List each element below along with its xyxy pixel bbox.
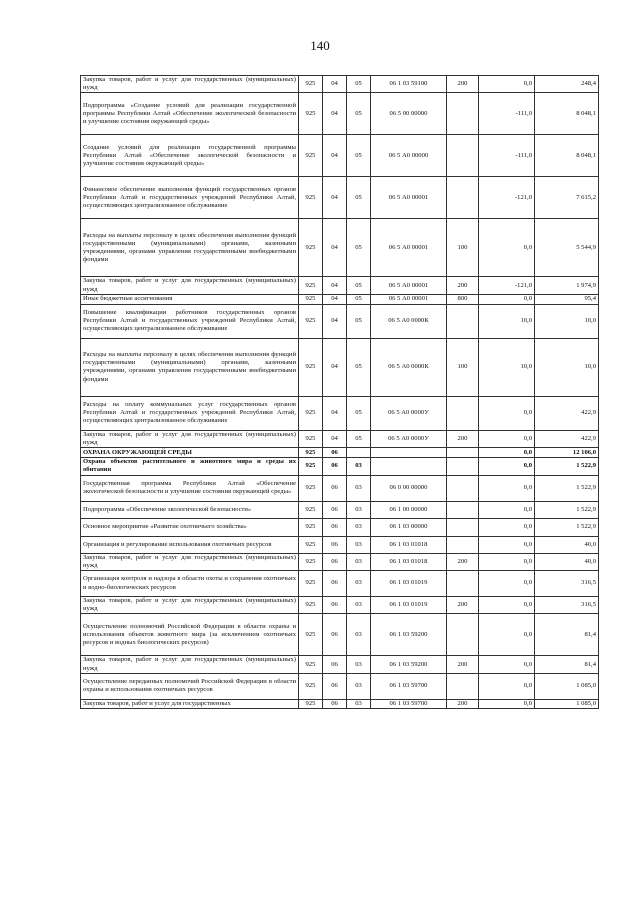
expense-type-code: 200 xyxy=(447,597,479,614)
change-amount: 0,0 xyxy=(479,294,535,304)
budget-table xyxy=(80,75,599,709)
target-article-code: 06 5 А0 00001 xyxy=(371,277,447,294)
ministry-code: 925 xyxy=(299,430,323,447)
subsection-code: 05 xyxy=(347,277,371,294)
subsection-code: 05 xyxy=(347,430,371,447)
change-amount: 0,0 xyxy=(479,614,535,656)
table-row xyxy=(81,177,599,219)
target-article-code: 06 5 А0 00001 xyxy=(371,294,447,304)
section-code: 06 xyxy=(323,518,347,536)
table-row xyxy=(81,475,599,501)
row-description: Закупка товаров, работ и услуг для государственных (муниципальных) нужд xyxy=(81,656,299,673)
section-code: 06 xyxy=(323,536,347,553)
ministry-code: 925 xyxy=(299,518,323,536)
total-amount: 1 522,9 xyxy=(535,458,599,475)
row-description: Основное мероприятие «Развитие охотничьего хозяйства» xyxy=(81,518,299,536)
change-amount: -111,0 xyxy=(479,93,535,135)
row-description: Осуществление полномочий Российской Федерации в области охраны и использования объектов животного мира (за исключением охотничьих ресурсов и водных биологических ресурсов) xyxy=(81,614,299,656)
total-amount: 95,4 xyxy=(535,294,599,304)
ministry-code: 925 xyxy=(299,177,323,219)
target-article-code: 06 5 А0 00001 xyxy=(371,177,447,219)
section-code: 04 xyxy=(323,294,347,304)
target-article-code: 06 1 03 00000 xyxy=(371,518,447,536)
ministry-code: 925 xyxy=(299,135,323,177)
total-amount: 316,5 xyxy=(535,571,599,597)
total-amount: 1 522,9 xyxy=(535,501,599,518)
subsection-code: 03 xyxy=(347,501,371,518)
expense-type-code: 800 xyxy=(447,294,479,304)
table-row xyxy=(81,553,599,570)
target-article-code: 06 5 00 00000 xyxy=(371,93,447,135)
ministry-code: 925 xyxy=(299,458,323,475)
section-code: 06 xyxy=(323,656,347,673)
ministry-code: 925 xyxy=(299,448,323,458)
row-description: Расходы на выплаты персоналу в целях обеспечения выполнения функций государственными (муниципальными) органами, казенными учреждениями, органами управления государственными внебюджетными фондами xyxy=(81,338,299,396)
expense-type-code xyxy=(447,501,479,518)
total-amount: 422,9 xyxy=(535,430,599,447)
ministry-code: 925 xyxy=(299,614,323,656)
subsection-code: 05 xyxy=(347,219,371,277)
subsection-code: 05 xyxy=(347,135,371,177)
change-amount: 0,0 xyxy=(479,571,535,597)
section-code: 06 xyxy=(323,614,347,656)
expense-type-code xyxy=(447,304,479,338)
table-row xyxy=(81,656,599,673)
section-code: 06 xyxy=(323,501,347,518)
target-article-code: 06 1 03 01019 xyxy=(371,597,447,614)
expense-type-code xyxy=(447,458,479,475)
expense-type-code xyxy=(447,673,479,699)
ministry-code: 925 xyxy=(299,501,323,518)
subsection-code: 03 xyxy=(347,458,371,475)
total-amount: 5 544,9 xyxy=(535,219,599,277)
total-amount: 10,0 xyxy=(535,304,599,338)
target-article-code xyxy=(371,448,447,458)
expense-type-code: 200 xyxy=(447,656,479,673)
row-description: Подпрограмма «Создание условий для реализации государственной программы Республики Алтай «Обеспечение экологической безопасности и улучшение состояния окружающей среды» xyxy=(81,93,299,135)
expense-type-code xyxy=(447,177,479,219)
row-description: Расходы на выплаты персоналу в целях обеспечения выполнения функций государственными (муниципальными) органами, казенными учреждениями, органами управления государственными внебюджетными фондами xyxy=(81,219,299,277)
ministry-code: 925 xyxy=(299,597,323,614)
target-article-code: 06 1 03 01018 xyxy=(371,553,447,570)
section-code: 04 xyxy=(323,304,347,338)
row-description: Организация контроля и надзора в области охоты и сохранения охотничьих и водно-биологических ресурсов xyxy=(81,571,299,597)
table-row xyxy=(81,448,599,458)
ministry-code: 925 xyxy=(299,76,323,93)
table-row xyxy=(81,571,599,597)
total-amount: 8 048,1 xyxy=(535,93,599,135)
change-amount: 0,0 xyxy=(479,518,535,536)
total-amount: 12 106,0 xyxy=(535,448,599,458)
expense-type-code xyxy=(447,518,479,536)
total-amount: 10,0 xyxy=(535,338,599,396)
change-amount: 0,0 xyxy=(479,448,535,458)
ministry-code: 925 xyxy=(299,536,323,553)
change-amount: 0,0 xyxy=(479,536,535,553)
row-description: Организация и регулирование использования охотничьих ресурсов xyxy=(81,536,299,553)
section-code: 06 xyxy=(323,475,347,501)
expense-type-code: 100 xyxy=(447,338,479,396)
subsection-code: 05 xyxy=(347,304,371,338)
table-row xyxy=(81,518,599,536)
table-row xyxy=(81,294,599,304)
row-description: Осуществление переданных полномочий Российской Федерации в области охраны и использования охотничьих ресурсов xyxy=(81,673,299,699)
expense-type-code xyxy=(447,396,479,430)
total-amount: 7 615,2 xyxy=(535,177,599,219)
table-row xyxy=(81,430,599,447)
change-amount: 0,0 xyxy=(479,76,535,93)
change-amount: 0,0 xyxy=(479,458,535,475)
expense-type-code: 200 xyxy=(447,553,479,570)
ministry-code: 925 xyxy=(299,294,323,304)
subsection-code: 03 xyxy=(347,571,371,597)
row-description: Повышение квалификации работников государственных органов Республики Алтай и государственных учреждений Республики Алтай, осуществляющих централизованное обслуживание xyxy=(81,304,299,338)
ministry-code: 925 xyxy=(299,93,323,135)
row-description: Иные бюджетные ассигнования xyxy=(81,294,299,304)
total-amount: 1 974,9 xyxy=(535,277,599,294)
expense-type-code xyxy=(447,93,479,135)
subsection-code xyxy=(347,448,371,458)
section-code: 04 xyxy=(323,177,347,219)
row-description: Создание условий для реализации государственной программы Республики Алтай «Обеспечение экологической безопасности и улучшение состояния окружающей среды» xyxy=(81,135,299,177)
expense-type-code: 200 xyxy=(447,430,479,447)
target-article-code: 06 5 А0 00001 xyxy=(371,219,447,277)
subsection-code: 05 xyxy=(347,294,371,304)
section-code: 06 xyxy=(323,448,347,458)
section-code: 06 xyxy=(323,571,347,597)
change-amount: -121,0 xyxy=(479,277,535,294)
section-code: 04 xyxy=(323,277,347,294)
page-number: 140 xyxy=(310,38,330,53)
total-amount: 81,4 xyxy=(535,656,599,673)
subsection-code: 05 xyxy=(347,338,371,396)
table-row xyxy=(81,396,599,430)
expense-type-code xyxy=(447,475,479,501)
section-code: 04 xyxy=(323,219,347,277)
target-article-code: 06 1 03 01018 xyxy=(371,536,447,553)
table-row xyxy=(81,76,599,93)
section-code: 04 xyxy=(323,338,347,396)
change-amount: 0,0 xyxy=(479,475,535,501)
table-body xyxy=(81,76,599,709)
row-description: Закупка товаров, работ и услуг для государственных (муниципальных) нужд xyxy=(81,277,299,294)
subsection-code: 03 xyxy=(347,614,371,656)
change-amount: 0,0 xyxy=(479,553,535,570)
section-code: 04 xyxy=(323,396,347,430)
table-row xyxy=(81,614,599,656)
section-code: 04 xyxy=(323,93,347,135)
row-description: Подпрограмма «Обеспечение экологической безопасности» xyxy=(81,501,299,518)
target-article-code: 06 5 А0 0000У xyxy=(371,396,447,430)
target-article-code xyxy=(371,458,447,475)
subsection-code: 03 xyxy=(347,699,371,708)
total-amount: 8 048,1 xyxy=(535,135,599,177)
table-row xyxy=(81,699,599,708)
ministry-code: 925 xyxy=(299,553,323,570)
target-article-code: 06 5 А0 0000У xyxy=(371,430,447,447)
row-description: Государственная программа Республики Алтай «Обеспечение экологической безопасности и улучшение состояния окружающей среды» xyxy=(81,475,299,501)
row-description: Финансовое обеспечение выполнения функций государственных органов Республики Алтай и государственных учреждений Республики Алтай, осуществляющих централизованное обслуживание xyxy=(81,177,299,219)
table-row xyxy=(81,135,599,177)
expense-type-code xyxy=(447,135,479,177)
target-article-code: 06 0 00 00000 xyxy=(371,475,447,501)
change-amount: 0,0 xyxy=(479,501,535,518)
table-row xyxy=(81,458,599,475)
row-description: Закупка товаров, работ и услуг для государственных (муниципальных) нужд xyxy=(81,597,299,614)
change-amount: -121,0 xyxy=(479,177,535,219)
row-description: Охрана объектов растительного и животного мира и среды их обитания xyxy=(81,458,299,475)
subsection-code: 05 xyxy=(347,177,371,219)
expense-type-code xyxy=(447,571,479,597)
section-code: 04 xyxy=(323,430,347,447)
target-article-code: 06 1 03 59700 xyxy=(371,699,447,708)
table-row xyxy=(81,277,599,294)
ministry-code: 925 xyxy=(299,673,323,699)
target-article-code: 06 1 03 59200 xyxy=(371,614,447,656)
table-row xyxy=(81,219,599,277)
expense-type-code xyxy=(447,536,479,553)
row-description: ОХРАНА ОКРУЖАЮЩЕЙ СРЕДЫ xyxy=(81,448,299,458)
subsection-code: 03 xyxy=(347,673,371,699)
ministry-code: 925 xyxy=(299,277,323,294)
expense-type-code: 100 xyxy=(447,219,479,277)
target-article-code: 06 5 А0 0000К xyxy=(371,338,447,396)
subsection-code: 03 xyxy=(347,475,371,501)
subsection-code: 05 xyxy=(347,396,371,430)
total-amount: 40,0 xyxy=(535,536,599,553)
change-amount: 0,0 xyxy=(479,430,535,447)
change-amount: -111,0 xyxy=(479,135,535,177)
section-code: 06 xyxy=(323,699,347,708)
total-amount: 248,4 xyxy=(535,76,599,93)
row-description: Закупка товаров, работ и услуг для государственных (муниципальных) нужд xyxy=(81,553,299,570)
total-amount: 40,0 xyxy=(535,553,599,570)
section-code: 06 xyxy=(323,673,347,699)
ministry-code: 925 xyxy=(299,396,323,430)
table-row xyxy=(81,338,599,396)
table-row xyxy=(81,673,599,699)
ministry-code: 925 xyxy=(299,571,323,597)
target-article-code: 06 1 00 00000 xyxy=(371,501,447,518)
change-amount: 0,0 xyxy=(479,656,535,673)
change-amount: 0,0 xyxy=(479,699,535,708)
subsection-code: 05 xyxy=(347,93,371,135)
target-article-code: 06 5 А0 0000К xyxy=(371,304,447,338)
subsection-code: 03 xyxy=(347,597,371,614)
change-amount: 0,0 xyxy=(479,673,535,699)
target-article-code: 06 5 А0 00000 xyxy=(371,135,447,177)
total-amount: 316,5 xyxy=(535,597,599,614)
total-amount: 81,4 xyxy=(535,614,599,656)
change-amount: 0,0 xyxy=(479,219,535,277)
expense-type-code: 200 xyxy=(447,699,479,708)
section-code: 04 xyxy=(323,135,347,177)
subsection-code: 03 xyxy=(347,656,371,673)
change-amount: 10,0 xyxy=(479,304,535,338)
table-row xyxy=(81,501,599,518)
total-amount: 1 085,0 xyxy=(535,699,599,708)
table-row xyxy=(81,536,599,553)
target-article-code: 06 1 03 59100 xyxy=(371,76,447,93)
subsection-code: 03 xyxy=(347,553,371,570)
target-article-code: 06 1 03 59700 xyxy=(371,673,447,699)
expense-type-code xyxy=(447,614,479,656)
row-description: Закупка товаров, работ и услуг для государственных (муниципальных) нужд xyxy=(81,76,299,93)
row-description: Расходы на оплату коммунальных услуг государственных органов Республики Алтай и государственных учреждений Республики Алтай, осуществляющих централизованное обслуживание xyxy=(81,396,299,430)
ministry-code: 925 xyxy=(299,304,323,338)
section-code: 06 xyxy=(323,553,347,570)
expense-type-code xyxy=(447,448,479,458)
section-code: 06 xyxy=(323,597,347,614)
total-amount: 1 085,0 xyxy=(535,673,599,699)
change-amount: 0,0 xyxy=(479,597,535,614)
change-amount: 0,0 xyxy=(479,396,535,430)
table-row xyxy=(81,93,599,135)
table-row xyxy=(81,597,599,614)
section-code: 06 xyxy=(323,458,347,475)
total-amount: 422,9 xyxy=(535,396,599,430)
subsection-code: 03 xyxy=(347,518,371,536)
subsection-code: 03 xyxy=(347,536,371,553)
total-amount: 1 522,9 xyxy=(535,518,599,536)
ministry-code: 925 xyxy=(299,338,323,396)
target-article-code: 06 1 03 59200 xyxy=(371,656,447,673)
target-article-code: 06 1 03 01019 xyxy=(371,571,447,597)
total-amount: 1 522,9 xyxy=(535,475,599,501)
row-description: Закупка товаров, работ и услуг для государственных xyxy=(81,699,299,708)
ministry-code: 925 xyxy=(299,656,323,673)
table-row xyxy=(81,304,599,338)
ministry-code: 925 xyxy=(299,475,323,501)
change-amount: 10,0 xyxy=(479,338,535,396)
expense-type-code: 200 xyxy=(447,277,479,294)
subsection-code: 05 xyxy=(347,76,371,93)
ministry-code: 925 xyxy=(299,219,323,277)
section-code: 04 xyxy=(323,76,347,93)
expense-type-code: 200 xyxy=(447,76,479,93)
row-description: Закупка товаров, работ и услуг для государственных (муниципальных) нужд xyxy=(81,430,299,447)
ministry-code: 925 xyxy=(299,699,323,708)
